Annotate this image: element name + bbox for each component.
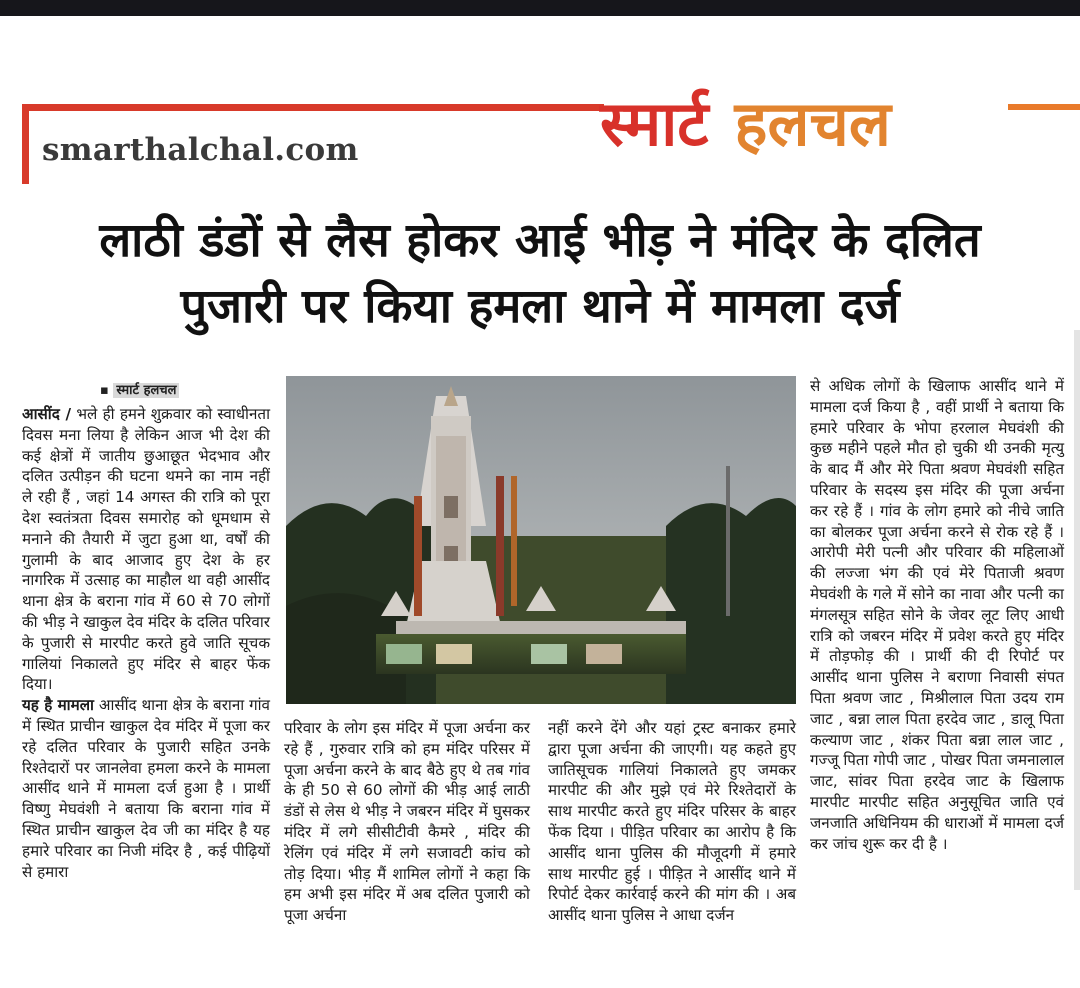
paragraph-intro — [22, 404, 270, 695]
column-3-text: नहीं करने देंगे और यहां ट्रस्ट बनाकर हमारे द्वारा पूजा अर्चना की जाएगी। यह कहते हुए जातिसूचक गालियां निकालते हुए जमकर मारपीट की और मुझे एवं मेरे रिश्तेदारों के साथ मारपीट करते हुए मंदिर परिसर के बाहर फेंक दिया । पीड़ित परिवार का आरोप है कि आसींद थाना पुलिस की मौजूदगी में हमारे साथ मारपीट हुई । पीड़ित ने आसींद थाने में रिपोर्ट देकर कार्रवाई करने की मांग की । अब आसींद थाना पुलिस ने आधा दर्जन — [548, 719, 796, 925]
byline-text: स्मार्ट हलचल — [113, 383, 179, 398]
headline-line-1: लाठी डंडों से लैस होकर आई भीड़ ने मंदिर के दलित — [99, 213, 981, 268]
temple-photo — [286, 376, 796, 704]
brand-word-smart: स्मार्ट — [600, 87, 709, 160]
byline: ▪ स्मार्ट हलचल — [100, 380, 179, 398]
column-1 — [22, 404, 270, 882]
column-4 — [810, 376, 1064, 854]
masthead-red-bracket — [22, 104, 29, 184]
brand-word-halchal: हलचल — [734, 87, 891, 160]
column-3 — [548, 718, 796, 926]
website-url: smarthalchal.com — [42, 132, 359, 168]
subheading: यह है मामला — [22, 696, 94, 715]
masthead-red-rule — [22, 104, 604, 111]
case-text: आसींद थाना क्षेत्र के बराना गांव में स्थित प्राचीन खाकुल देव मंदिर में पूजा कर रहे दलित परिवार के पुजारी सहित उनके रिश्तेदारों पर जानलेवा हमला करने के मामला आसींद थाने में मामला दर्ज हुआ है । प्रार्थी विष्णु मेघवंशी ने बताया कि बराना गांव में स्थित प्राचीन खाकुल देव जी का मंदिर है यह हमारे परिवार का निजी मंदिर है , कई पीढ़ियों से हमारा — [22, 696, 270, 881]
paragraph-case — [22, 695, 270, 882]
headline-line-2: पुजारी पर किया हमला थाने में मामला दर्ज — [180, 279, 900, 334]
column-2-text: परिवार के लोग इस मंदिर में पूजा अर्चना कर रहे हैं , गुरुवार रात्रि को हम मंदिर परिसर में पूजा अर्चना करने के बाद बैठे हुए थे तब गांव के ही 50 से 60 लोगों की भीड़ आई लाठी डंडों से लेस थे भीड़ ने जबरन मंदिर में घुसकर मंदिर में लगे सीसीटीवी कैमरे , मंदिर की रेलिंग एवं मंदिर में लगे सजावटी कांच को तोड़ दिया। भीड़ मैं शामिल लोगों ने कहा कि हम अभी इस मंदिर में अब दलित पुजारी को पूजा अर्चना — [284, 719, 530, 925]
headline — [0, 208, 1080, 340]
column-4-text: से अधिक लोगों के खिलाफ आसींद थाने में मामला दर्ज किया है , वहीं प्रार्थी ने बताया कि हमारे परिवार के भोपा हरलाल मेघवंशी की कुछ महीने पहले मौत हो चुकी थी उनकी मृत्यु के बाद मैं और मेरे पिता श्रवण मेघवंशी सहित परिवार के सदस्य इस मंदिर की पूजा अर्चना कर रहे हैं । गांव के लोग हमारे को नीचे जाति का बोलकर पूजा अर्चना करने से रोक रहे हैं । आरोपी मेरी पत्नी और परिवार की महिलाओं की लज्जा भंग की एवं मेरे पिताजी श्रवण मेघवंशी के गले में सोने का नावा और पत्नी का मंगलसूत्र सहित सोने के जेवर लूट लिए आधी रात्रि को जबरन मंदिर में प्रवेश करते हुए मंदिर में तोड़फोड़ की । प्रार्थी की दी रिपोर्ट पर आसींद थाना पुलिस ने बराणा निवासी संपत पिता श्रवण जाट , मिश्रीलाल पिता उदय राम जाट , बन्ना लाल पिता हरदेव जाट , डालू पिता कल्याण जाट , शंकर पिता बन्ना लाल जाट , गज्जू पिता गोपी जाट , पोखर पिता जमनालाल जाट, सांवर पिता हरदेव जाट के खिलाफ मारपीट मारपीट सहित अनुसूचित जाति एवं जनजाति अधिनियम की धाराओं में मामला दर्ज कर जांच शुरू कर दी है । — [810, 377, 1064, 853]
intro-text: भले ही हमने शुक्रवार को स्वाधीनता दिवस मना लिया है लेकिन आज भी देश की कई क्षेत्रों में जातीय छुआछूत भेदभाव और दलित उत्पीड़न की घटना थमने का नाम नहीं ले रही हैं , जहां 14 अगस्त की रात्रि को पूरा देश स्वतंत्रता दिवस समारोह को धूमधाम से मनाने की तैयारी में जुटा हुआ था, वर्षों की गुलामी के बाद आजाद हुए देश के हर नागरिक में उत्साह का माहौल था वही आसींद थाना क्षेत्र के बराना गांव में 60 से 70 लोगों की भीड़ ने खाकुल देव मंदिर के दलित परिवार के पुजारी से मारपीट करते हुवे जाति सूचक गालियां निकालते हुए मंदिर से बाहर फेंक दिया। — [22, 405, 271, 694]
adjacent-page-edge — [1074, 330, 1080, 890]
masthead-orange-rule — [1008, 104, 1080, 110]
dateline: आसींद / — [22, 405, 72, 423]
column-2 — [284, 718, 530, 926]
top-bar — [0, 0, 1080, 16]
brand-logo — [600, 84, 891, 164]
